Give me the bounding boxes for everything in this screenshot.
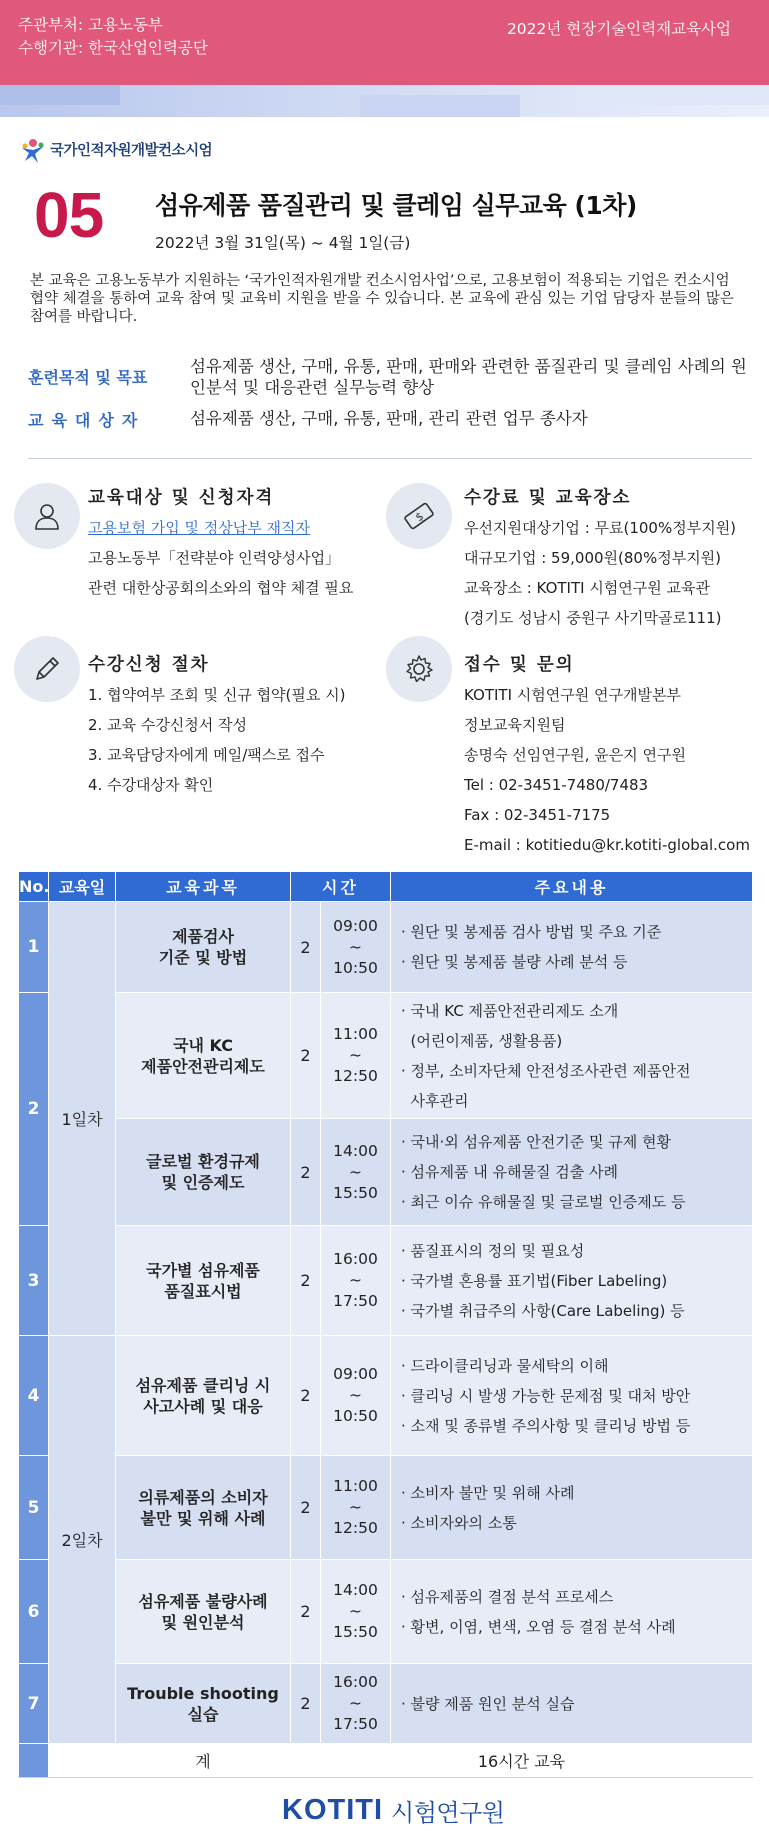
venue-line: 교육장소 : KOTITI 시험연구원 교육관 (464, 579, 711, 597)
ministry-text: 주관부처: 고용노동부 (18, 16, 163, 34)
agency-text: 수행기관: 한국산업인력공단 (18, 39, 208, 57)
stripe-block (600, 85, 769, 105)
row-number: 5 (19, 1456, 49, 1560)
time-end: 10:50 (333, 958, 378, 977)
content-cell (391, 1456, 753, 1560)
course-line: 기준 및 방법 (158, 948, 248, 967)
content-line: · 섬유제품 내 유해물질 검출 사례 (401, 1163, 618, 1181)
address-line: (경기도 성남시 중원구 사기막골로111) (464, 609, 722, 627)
time-end: 10:50 (333, 1407, 378, 1425)
header-content: 주요내용 (391, 872, 753, 902)
time-start: 09:00 (333, 1365, 378, 1383)
table-row (19, 1664, 753, 1744)
content-line: · 원단 및 봉제품 불량 사례 분석 등 (401, 953, 628, 971)
course-line: 및 원인분석 (161, 1612, 245, 1632)
contact-fax: Fax : 02-3451-7175 (464, 806, 611, 824)
hours-cell: 2 (291, 902, 321, 993)
hours-cell: 2 (291, 1664, 321, 1744)
contact-team: 정보교육지원팀 (464, 716, 566, 734)
course-line: 국내 KC (173, 1035, 233, 1055)
time-end: 15:50 (333, 1183, 378, 1202)
content-line: 사후관리 (401, 1091, 469, 1110)
procedure-step: 1. 협약여부 조회 및 신규 협약(필요 시) (88, 686, 346, 704)
course-cell (116, 1336, 291, 1456)
row-number: 1 (19, 902, 49, 993)
content-line: · 드라이클리닝과 물세탁의 이해 (401, 1356, 609, 1375)
procedure-block (88, 650, 346, 800)
content-line: · 국내·외 섬유제품 안전기준 및 규제 현황 (401, 1133, 672, 1151)
hours-cell: 2 (291, 1456, 321, 1560)
total-number-cell (19, 1744, 49, 1778)
time-end: 12:50 (333, 1519, 378, 1537)
time-sep: ~ (349, 1046, 362, 1064)
table-row (19, 993, 753, 1119)
content-cell (391, 1560, 753, 1664)
time-sep: ~ (349, 1271, 362, 1289)
procedure-step: 2. 교육 수강신청서 작성 (88, 716, 248, 734)
contact-tel: Tel : 02-3451-7480/7483 (464, 776, 649, 794)
goal-text: 섬유제품 생산, 구매, 유통, 판매, 판매와 관련한 품질관리 및 클레임 사례의 원인분석 및 대응관련 실무능력 향상 (190, 357, 747, 397)
footer-logo (282, 1793, 504, 1828)
row-number: 7 (19, 1664, 49, 1744)
time-cell (321, 902, 391, 993)
row-number: 6 (19, 1560, 49, 1664)
time-start: 14:00 (333, 1581, 378, 1599)
time-start: 14:00 (333, 1141, 378, 1160)
row-number: 3 (19, 1226, 49, 1336)
fee-heading: 수강료 및 교육장소 (464, 488, 632, 508)
course-line: 실습 (187, 1704, 219, 1724)
time-sep: ~ (349, 1498, 362, 1516)
content-line: · 클리닝 시 발생 가능한 문제점 및 대처 방안 (401, 1386, 691, 1405)
target-row (28, 408, 760, 431)
consortium-logo (18, 134, 212, 164)
pencil-icon (31, 653, 63, 685)
kotiti-wordmark: KOTITI (282, 1794, 384, 1826)
course-line: 및 인증제도 (161, 1173, 245, 1192)
contact-block (464, 650, 750, 860)
time-end: 17:50 (333, 1292, 378, 1310)
contact-email[interactable]: E-mail : kotitiedu@kr.kotiti-global.com (464, 836, 750, 854)
time-cell (321, 1560, 391, 1664)
header-banner (0, 0, 769, 85)
table-row (19, 902, 753, 993)
course-cell (116, 1226, 291, 1336)
time-sep: ~ (349, 1602, 362, 1620)
course-line: 제품검사 (172, 927, 234, 946)
eligibility-line: 관련 대한상공회의소와의 협약 체결 필요 (88, 579, 354, 597)
course-line: 섬유제품 불량사례 (138, 1591, 268, 1611)
goal-label: 훈련목적 및 목표 (28, 368, 148, 387)
time-cell (321, 1226, 391, 1336)
course-line: 섬유제품 클리닝 시 (135, 1375, 271, 1395)
time-start: 11:00 (333, 1477, 378, 1495)
consortium-logo-icon (18, 134, 48, 164)
time-sep: ~ (349, 937, 362, 956)
hours-cell: 2 (291, 1226, 321, 1336)
course-cell (116, 1119, 291, 1226)
total-empty-cell (49, 1744, 116, 1778)
time-cell (321, 1456, 391, 1560)
target-label: 교육대상자 (28, 411, 146, 430)
course-date: 2022년 3월 31일(목) ~ 4월 1일(금) (155, 234, 411, 252)
footer-org-name: 시험연구원 (391, 1799, 505, 1827)
money-icon-circle (386, 483, 452, 549)
hours-cell: 2 (291, 1119, 321, 1226)
table-row (19, 1226, 753, 1336)
content-line: · 소재 및 종류별 주의사항 및 클리닝 방법 등 (401, 1416, 691, 1435)
table-row (19, 1336, 753, 1456)
course-number: 05 (34, 179, 104, 251)
time-cell (321, 1664, 391, 1744)
course-cell (116, 1560, 291, 1664)
intro-paragraph: 본 교육은 고용노동부가 지원하는 ‘국가인적자원개발 컨소시엄사업’으로, 고용보험이 적용되는 기업은 컨소시엄 협약 체결을 통하여 교육 참여 및 교육비 지원을 받을 수 있습니다. 본 교육에 관심 있는 기업 담당자 분들의 많은 참여를 바랍니다. (30, 273, 734, 325)
time-start: 11:00 (333, 1025, 378, 1043)
row-number: 4 (19, 1336, 49, 1456)
time-end: 15:50 (333, 1623, 378, 1641)
consortium-logo-text: 국가인적자원개발컨소시엄 (50, 142, 213, 159)
page-title: 섬유제품 품질관리 및 클레임 실무교육 (1차) (155, 191, 637, 220)
total-value: 16시간 교육 (291, 1744, 753, 1778)
content-cell (391, 1119, 753, 1226)
table-row (19, 1119, 753, 1226)
content-line: · 국가별 혼용률 표기법(Fiber Labeling) (401, 1271, 668, 1290)
content-cell (391, 1664, 753, 1744)
target-text: 섬유제품 생산, 구매, 유통, 판매, 관리 관련 업무 종사자 (190, 409, 588, 428)
eligibility-link[interactable]: 고용보험 가입 및 정상납부 재직자 (88, 519, 310, 537)
person-icon-circle (14, 483, 80, 549)
time-cell (321, 1119, 391, 1226)
time-cell (321, 1336, 391, 1456)
table-row (19, 1456, 753, 1560)
contact-people: 송명숙 선임연구원, 윤은지 연구원 (464, 746, 686, 764)
banner-organizers (18, 14, 208, 60)
fee-line: 대규모기업 : 59,000원(80%정부지원) (464, 549, 722, 567)
day-cell: 2일차 (49, 1336, 116, 1744)
course-line: 글로벌 환경규제 (146, 1152, 260, 1171)
goal-row (28, 356, 760, 398)
money-icon (403, 500, 435, 532)
fee-line: 우선지원대상기업 : 무료(100%정부지원) (464, 519, 737, 537)
decorative-stripe (0, 85, 769, 117)
procedure-heading: 수강신청 절차 (88, 655, 210, 675)
row-number: 2 (19, 993, 49, 1226)
eligibility-heading: 교육대상 및 신청자격 (88, 488, 275, 508)
table-header-row (19, 872, 753, 902)
content-line: · 정부, 소비자단체 안전성조사관련 제품안전 (401, 1061, 691, 1080)
course-cell (116, 902, 291, 993)
content-line: · 최근 이슈 유해물질 및 글로벌 인증제도 등 (401, 1193, 686, 1211)
header-no: No. (19, 872, 49, 902)
pencil-icon-circle (14, 636, 80, 702)
course-cell (116, 1456, 291, 1560)
course-line: 사고사례 및 대응 (143, 1396, 263, 1416)
curriculum-table (18, 871, 753, 1778)
eligibility-block (88, 483, 353, 603)
content-cell (391, 1336, 753, 1456)
course-line: 불만 및 위해 사례 (140, 1508, 266, 1528)
svg-text:$: $ (412, 509, 427, 525)
day-cell: 1일차 (49, 902, 116, 1336)
stripe-block (0, 85, 120, 105)
person-icon (31, 500, 63, 532)
section-divider (28, 458, 752, 459)
course-line: 제품안전관리제도 (141, 1056, 265, 1076)
header-day: 교육일 (49, 872, 116, 902)
content-line: · 품질표시의 정의 및 필요성 (401, 1241, 585, 1260)
time-start: 16:00 (333, 1673, 378, 1691)
content-line: · 소비자와의 소통 (401, 1513, 517, 1532)
procedure-step: 4. 수강대상자 확인 (88, 776, 214, 794)
contact-heading: 접수 및 문의 (464, 655, 575, 675)
contact-org: KOTITI 시험연구원 연구개발본부 (464, 686, 681, 704)
content-cell (391, 902, 753, 993)
content-line: · 국가별 취급주의 사항(Care Labeling) 등 (401, 1301, 685, 1320)
content-line: · 황변, 이염, 변색, 오염 등 결점 분석 사례 (401, 1617, 676, 1636)
header-course: 교육과목 (116, 872, 291, 902)
time-start: 09:00 (333, 916, 378, 935)
content-line: · 섬유제품의 결점 분석 프로세스 (401, 1587, 614, 1606)
course-cell (116, 1664, 291, 1744)
course-line: 국가별 섬유제품 (146, 1260, 260, 1280)
course-line: 품질표시법 (164, 1281, 242, 1301)
table-row (19, 1560, 753, 1664)
time-sep: ~ (349, 1694, 362, 1712)
procedure-step: 3. 교육담당자에게 메일/팩스로 접수 (88, 746, 325, 764)
content-cell (391, 1226, 753, 1336)
gear-icon (403, 653, 435, 685)
content-line: · 원단 및 봉제품 검사 방법 및 주요 기준 (401, 923, 662, 941)
content-line: · 국내 KC 제품안전관리제도 소개 (401, 1001, 619, 1020)
time-sep: ~ (349, 1162, 362, 1181)
program-text: 2022년 현장기술인력재교육사업 (506, 20, 731, 38)
content-cell (391, 993, 753, 1119)
time-cell (321, 993, 391, 1119)
course-cell (116, 993, 291, 1119)
time-end: 17:50 (333, 1715, 378, 1733)
header-time: 시간 (291, 872, 391, 902)
stripe-block (360, 95, 520, 117)
time-sep: ~ (349, 1386, 362, 1404)
hours-cell: 2 (291, 1560, 321, 1664)
content-line: · 소비자 불만 및 위해 사례 (401, 1483, 575, 1502)
total-label: 계 (116, 1744, 291, 1778)
time-start: 16:00 (333, 1250, 378, 1268)
time-end: 12:50 (333, 1067, 378, 1085)
course-line: Trouble shooting (127, 1683, 279, 1703)
eligibility-line: 고용노동부「전략분야 인력양성사업」 (88, 549, 341, 567)
hours-cell: 2 (291, 1336, 321, 1456)
course-line: 의류제품의 소비자 (138, 1487, 268, 1507)
table-total-row (19, 1744, 753, 1778)
fee-block (464, 483, 736, 633)
hours-cell: 2 (291, 993, 321, 1119)
gear-icon-circle (386, 636, 452, 702)
content-line: · 불량 제품 원인 분석 실습 (401, 1694, 575, 1713)
content-line: (어린이제품, 생활용품) (401, 1031, 563, 1050)
